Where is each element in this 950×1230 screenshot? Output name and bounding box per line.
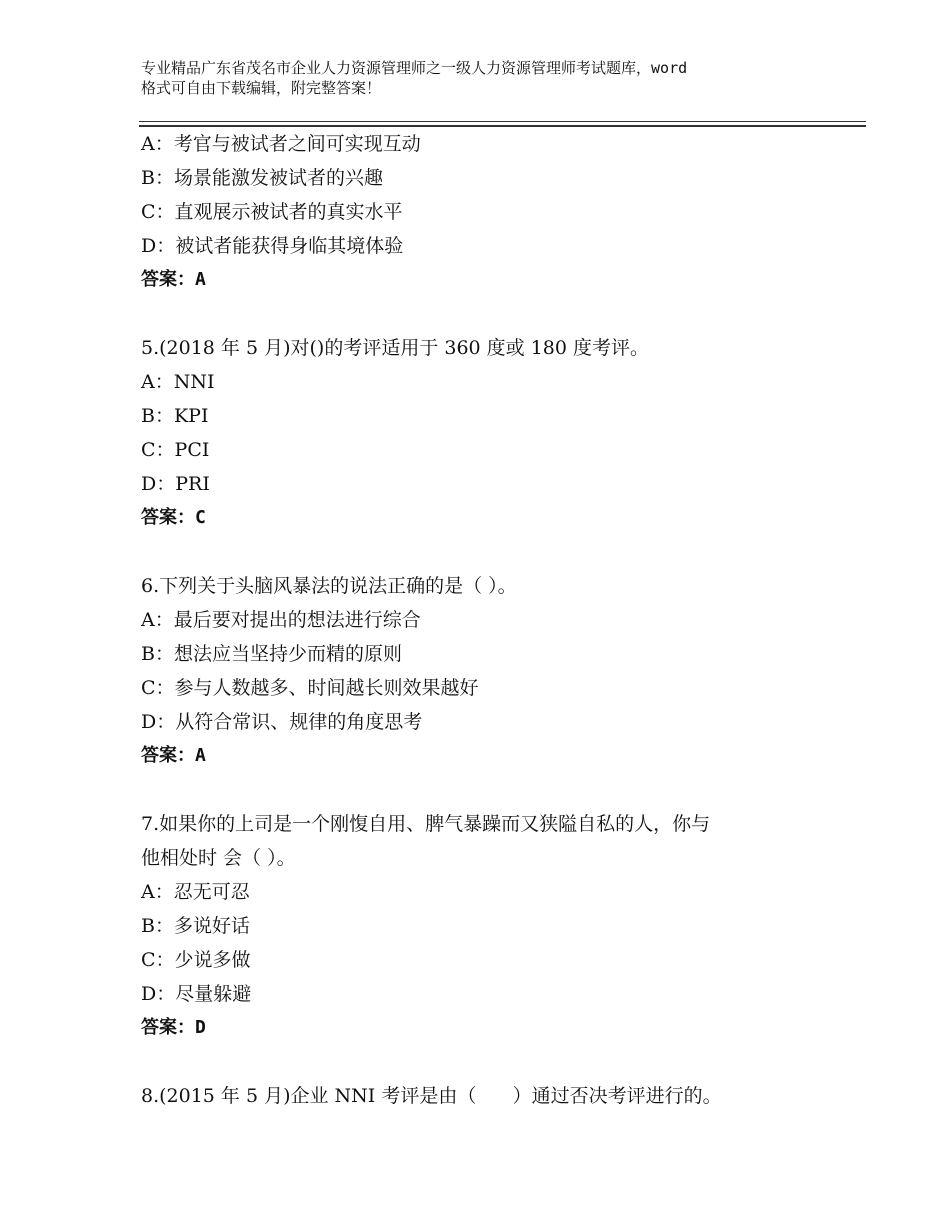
- answer-value: A: [195, 745, 206, 766]
- answer-label: 答案：: [141, 745, 195, 766]
- question-block: [141, 331, 861, 535]
- question-block: [141, 1079, 861, 1113]
- answer-value: A: [195, 269, 206, 290]
- question-list: [141, 127, 861, 1113]
- answer-line: [141, 1011, 861, 1045]
- option-d: D：从符合常识、规律的角度思考: [141, 711, 423, 733]
- answer-line: [141, 501, 861, 535]
- answer-label: 答案：: [141, 1017, 195, 1038]
- question-block: [141, 127, 861, 297]
- block-gap: [141, 1045, 861, 1079]
- answer-line: [141, 263, 861, 297]
- answer-value: D: [195, 1017, 206, 1038]
- option-c: C：少说多做: [141, 949, 251, 971]
- header-line-2: 格式可自由下载编辑，附完整答案！: [141, 79, 382, 97]
- answer-label: 答案：: [141, 269, 195, 290]
- question-text: 6.下列关于头脑风暴法的说法正确的是（ ）。: [141, 575, 517, 597]
- option-d: D：尽量躲避: [141, 983, 252, 1005]
- question-text: 7.如果你的上司是一个刚愎自用、脾气暴躁而又狭隘自私的人，你与: [141, 813, 711, 835]
- option-d: D：被试者能获得身临其境体验: [141, 235, 404, 257]
- question-block: [141, 569, 861, 773]
- option-a: A：忍无可忍: [141, 881, 250, 903]
- option-a: A：考官与被试者之间可实现互动: [141, 133, 421, 155]
- option-a: A：最后要对提出的想法进行综合: [141, 609, 421, 631]
- option-c: C：参与人数越多、时间越长则效果越好: [141, 677, 479, 699]
- document-header: [141, 58, 841, 98]
- question-text: 8.(2015 年 5 月)企业 NNI 考评是由（ ）通过否决考评进行的。: [141, 1085, 722, 1107]
- option-b: B：场景能激发被试者的兴趣: [141, 167, 383, 189]
- question-text: 5.(2018 年 5 月)对()的考评适用于 360 度或 180 度考评。: [141, 337, 650, 359]
- question-block: [141, 807, 861, 1045]
- question-text-continued: 他相处时 会（ ）。: [141, 847, 296, 869]
- answer-label: 答案：: [141, 507, 195, 528]
- block-gap: [141, 535, 861, 569]
- option-a: A：NNI: [141, 371, 215, 393]
- option-d: D：PRI: [141, 473, 210, 495]
- option-b: B：KPI: [141, 405, 209, 427]
- answer-line: [141, 739, 861, 773]
- block-gap: [141, 773, 861, 807]
- option-c: C：PCI: [141, 439, 210, 461]
- option-c: C：直观展示被试者的真实水平: [141, 201, 403, 223]
- option-b: B：多说好话: [141, 915, 250, 937]
- header-rule-thin: [139, 121, 866, 122]
- answer-value: C: [195, 507, 206, 528]
- option-b: B：想法应当坚持少而精的原则: [141, 643, 402, 665]
- header-line-1: 专业精品广东省茂名市企业人力资源管理师之一级人力资源管理师考试题库，word: [141, 59, 688, 77]
- block-gap: [141, 297, 861, 331]
